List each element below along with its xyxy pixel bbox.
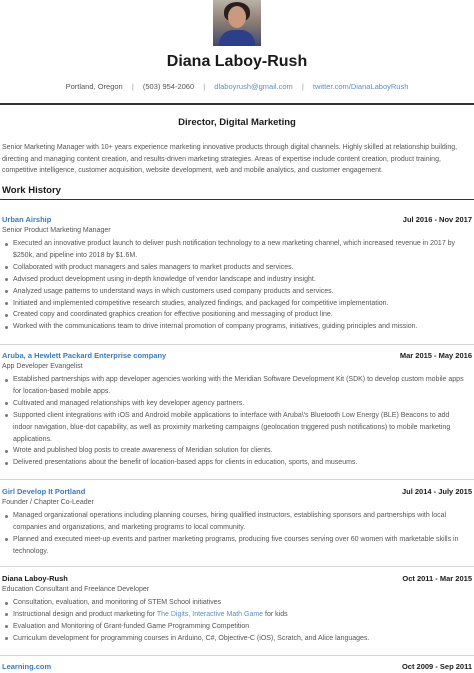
job-bullets	[0, 238, 474, 333]
profile-photo	[213, 0, 261, 46]
list-item: Collaborated with product managers and sales managers to market products and services.	[13, 262, 474, 274]
job-entry	[0, 487, 474, 558]
job-role: Education Consultant and Freelance Developer	[2, 586, 150, 593]
photo-shoulders	[219, 30, 255, 46]
job-bullets	[0, 510, 474, 558]
digits-game-link[interactable]: The Digits, Interactive Math Game	[156, 610, 264, 618]
job-dates: Oct 2011 - Mar 2015	[402, 574, 472, 583]
list-item: Established partnerships with app developer agencies working with the Meridian Software Development Kit (SDK) to develop custom mobile apps for location-based mobile apps.	[13, 374, 474, 398]
list-item	[13, 609, 474, 621]
job-dates: Jul 2014 - July 2015	[401, 487, 472, 496]
list-item: Executed an innovative product launch to deliver push notification technology to a new marketing channel, which increased revenue in 2017 by $250k, and pipeline into 2018 by $1.6M.	[13, 238, 474, 262]
job-entry	[0, 574, 474, 645]
bullet-text: Instructional design and product marketing for	[13, 610, 156, 618]
twitter-link[interactable]: twitter.com/DianaLaboyRush	[312, 82, 409, 91]
job-bullets	[0, 374, 474, 469]
list-item: Planned and executed meet-up events and partner marketing programs, producing five courses serving over 60 women with marketable skills in technology.	[13, 534, 474, 558]
list-item: Worked with the communications team to drive internal promotion of company programs, initiatives, guiding principles and mission.	[13, 321, 474, 333]
photo-face	[228, 6, 246, 28]
contact-separator: |	[131, 82, 134, 91]
work-history-heading: Work History	[2, 185, 61, 196]
summary-paragraph: Senior Marketing Manager with 10+ years experience marketing innovative products through digital channels. Highly skilled at relationship building, directing and managing content creation, and results-driven marketing strategies. Areas of expertise include content creation, product training, competitive intelligence, customer acquisition, website development, web and mobile analytics, and customer engagement.	[2, 144, 458, 174]
resume-headline: Director, Digital Marketing	[178, 117, 296, 128]
location-text: Portland, Oregon	[65, 82, 123, 91]
contact-separator: |	[203, 82, 206, 91]
email-link[interactable]: dlaboyrush@gmail.com	[214, 82, 293, 91]
job-divider	[0, 344, 474, 345]
job-entry	[0, 351, 474, 469]
job-entry	[0, 215, 474, 333]
contact-separator: |	[301, 82, 304, 91]
list-item: Created copy and coordinated graphics creation for effective positioning and messaging of product line.	[13, 309, 474, 321]
candidate-name: Diana Laboy-Rush	[166, 53, 308, 70]
list-item: Cultivated and managed relationships with key developer agency partners.	[13, 398, 474, 410]
phone-text: (503) 954-2060	[142, 82, 195, 91]
job-divider	[0, 479, 474, 480]
job-company[interactable]: Girl Develop It Portland	[2, 487, 86, 496]
list-item: Evaluation and Monitoring of Grant-funded Game Programming Competition	[13, 621, 474, 633]
job-company[interactable]: Urban Airship	[2, 215, 52, 224]
job-divider	[0, 566, 474, 567]
job-dates: Mar 2015 - May 2016	[399, 351, 472, 360]
job-role: App Developer Evangelist	[2, 363, 83, 370]
job-bullets	[0, 597, 474, 645]
list-item: Curriculum development for programming courses in Arduino, C#, Objective-C (iOS), Scratch, and Alice languages.	[13, 633, 474, 645]
bullet-text-suffix: for kids	[263, 610, 288, 618]
list-item: Consultation, evaluation, and monitoring of STEM School initiatives	[13, 597, 474, 609]
job-dates: Jul 2016 - Nov 2017	[402, 215, 472, 224]
list-item: Managed organizational operations including planning courses, hiring qualified instructors, establishing sponsors and partnerships with local companies and organizations, and marketing programs to local community.	[13, 510, 474, 534]
list-item: Wrote and published blog posts to create awareness of Meridian solution for clients.	[13, 445, 474, 457]
job-dates: Oct 2009 - Sep 2011	[401, 662, 472, 671]
job-role: Senior Product Marketing Manager	[2, 227, 111, 234]
list-item: Analyzed usage patterns to understand ways in which customers used company products and services.	[13, 286, 474, 298]
list-item: Initiated and implemented competitive research studies, analyzed findings, and packaged for competitive implementation.	[13, 298, 474, 310]
job-role: Founder / Chapter Co-Leader	[2, 499, 94, 506]
header-rule	[0, 103, 474, 105]
list-item: Supported client integrations with iOS and Android mobile applications to interface with Aruba\'s Bluetooth Low Energy (BLE) Beacons to add indoor navigation, blue-dot capability, as well as proximity marketing campaigns (geolocation triggered push notifications) to mobile marketing applications.	[13, 410, 474, 446]
contact-bar	[0, 82, 474, 91]
list-item: Advised product development using in-depth knowledge of vendor landscape and industry insight.	[13, 274, 474, 286]
list-item: Delivered presentations about the benefit of location-based apps for clients in education, sports, and museums.	[13, 457, 474, 469]
job-company: Diana Laboy-Rush	[2, 574, 68, 583]
job-company[interactable]: Aruba, a Hewlett Packard Enterprise company	[2, 351, 167, 360]
job-divider	[0, 655, 474, 656]
section-rule	[0, 199, 474, 200]
job-company[interactable]: Learning.com	[2, 662, 52, 671]
